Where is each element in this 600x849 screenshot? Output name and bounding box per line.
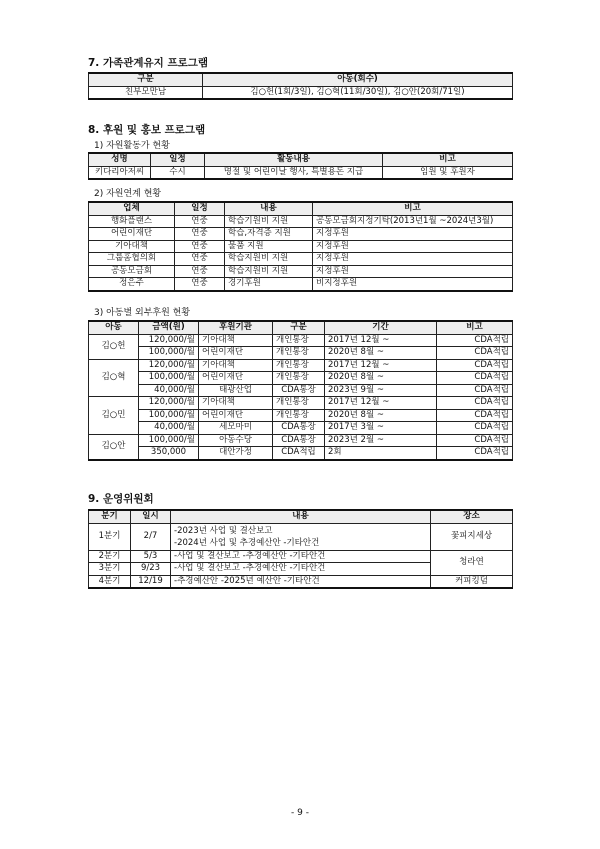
header-child-count: 아동(회수) <box>203 73 513 86</box>
subsection-child-sponsors: 3) 아동별 외부후원 현황 <box>94 308 191 318</box>
table-row: 2분기 5/3 -사업 및 결산보고 -추경예산안 -기타안건 청라연 <box>89 550 513 563</box>
committee-table <box>88 509 513 589</box>
header-date: 일시 <box>131 510 171 523</box>
table-row: 김○안 100,000/월 아동수당 CDA통장 2023년 2월 ~ CDA적립 <box>89 434 513 447</box>
header-child: 아동 <box>89 321 139 334</box>
table-row: 40,000/월 세모마미 CDA통장 2017년 3월 ~ CDA적립 <box>89 422 513 435</box>
header-company: 업체 <box>89 202 175 215</box>
header-period: 기간 <box>325 321 437 334</box>
resource-table <box>88 201 513 292</box>
subsection-volunteers: 1) 자원활동가 현황 <box>94 141 170 151</box>
header-schedule: 일정 <box>151 153 205 166</box>
header-content: 내용 <box>225 202 313 215</box>
section-7-title: 7. 가족관계유지 프로그램 <box>88 57 209 69</box>
table-row: 김○혁 120,000/월 기아대책 개인통장 2017년 12월 ~ CDA적립 <box>89 359 513 372</box>
section-8-title: 8. 후원 및 홍보 프로그램 <box>88 124 206 136</box>
table-row: 김○민 120,000/월 기아대책 개인통장 2017년 12월 ~ CDA적립 <box>89 397 513 410</box>
header-activity: 활동내용 <box>205 153 383 166</box>
header-note: 비고 <box>383 153 513 166</box>
header-type: 구분 <box>273 321 325 334</box>
table-row: 기아대책 연중 물품 지원 지정후원 <box>89 240 513 253</box>
header-content: 내용 <box>171 510 431 523</box>
header-name: 성명 <box>89 153 151 166</box>
table-row: 100,000/월 어린이재단 개인통장 2020년 8월 ~ CDA적립 <box>89 372 513 385</box>
table-row: 100,000/월 어린이재단 개인통장 2020년 8월 ~ CDA적립 <box>89 347 513 360</box>
table-row: 공동모금회 연중 학습지원비 지원 지정후원 <box>89 265 513 278</box>
volunteer-table <box>88 152 513 180</box>
header-quarter: 분기 <box>89 510 131 523</box>
table-row: 1분기 2/7 -2023년 사업 및 결산보고 -2024년 사업 및 추경예산안 -기타안건 꽃피지세상 <box>89 523 513 550</box>
child-sponsor-table <box>88 320 513 461</box>
table-row: 어린이재단 연중 학습,자격증 지원 지정후원 <box>89 228 513 241</box>
table-row: 350,000 대안가정 CDA적립 2회 CDA적립 <box>89 447 513 460</box>
table-row: 키다리아저씨 수시 명절 및 어린이날 행사, 특별용돈 지급 임원 및 후원자 <box>89 166 513 179</box>
family-program-table <box>88 72 513 100</box>
table-row: 행화플랜스 연중 학습기원비 지원 공동모금회지정기탁(2013년1월 ~2024년3월) <box>89 215 513 228</box>
header-category: 구분 <box>89 73 203 86</box>
header-note: 비고 <box>437 321 513 334</box>
table-row: 4분기 12/19 -추경예산안 -2025년 예산안 -기타안건 커피킹덤 <box>89 575 513 588</box>
table-row: 100,000/월 어린이재단 개인통장 2020년 8월 ~ CDA적립 <box>89 409 513 422</box>
header-place: 장소 <box>431 510 513 523</box>
header-note: 비고 <box>313 202 513 215</box>
section-9-title: 9. 운영위원회 <box>88 493 154 505</box>
table-row: 김○헌 120,000/월 기아대책 개인통장 2017년 12월 ~ CDA적립 <box>89 334 513 347</box>
subsection-resources: 2) 자원연계 현황 <box>94 189 162 199</box>
header-schedule: 일정 <box>175 202 225 215</box>
table-row: 그룹홈협의회 연중 학습지원비 지원 지정후원 <box>89 253 513 266</box>
table-row: 3분기 9/23 -사업 및 결산보고 -추경예산안 -기타안건 <box>89 563 513 576</box>
table-row: 40,000/월 태광산업 CDA통장 2023년 9월 ~ CDA적립 <box>89 384 513 397</box>
header-sponsor: 후원기관 <box>199 321 273 334</box>
header-amount: 금액(원) <box>139 321 199 334</box>
table-row: 친부모만남 김○헌(1회/3일), 김○혁(11회/30일), 김○안(20회/71일) <box>89 86 513 99</box>
table-row: 정은주 연중 경기후원 비지정후원 <box>89 278 513 291</box>
page-number: - 9 - <box>291 808 309 818</box>
